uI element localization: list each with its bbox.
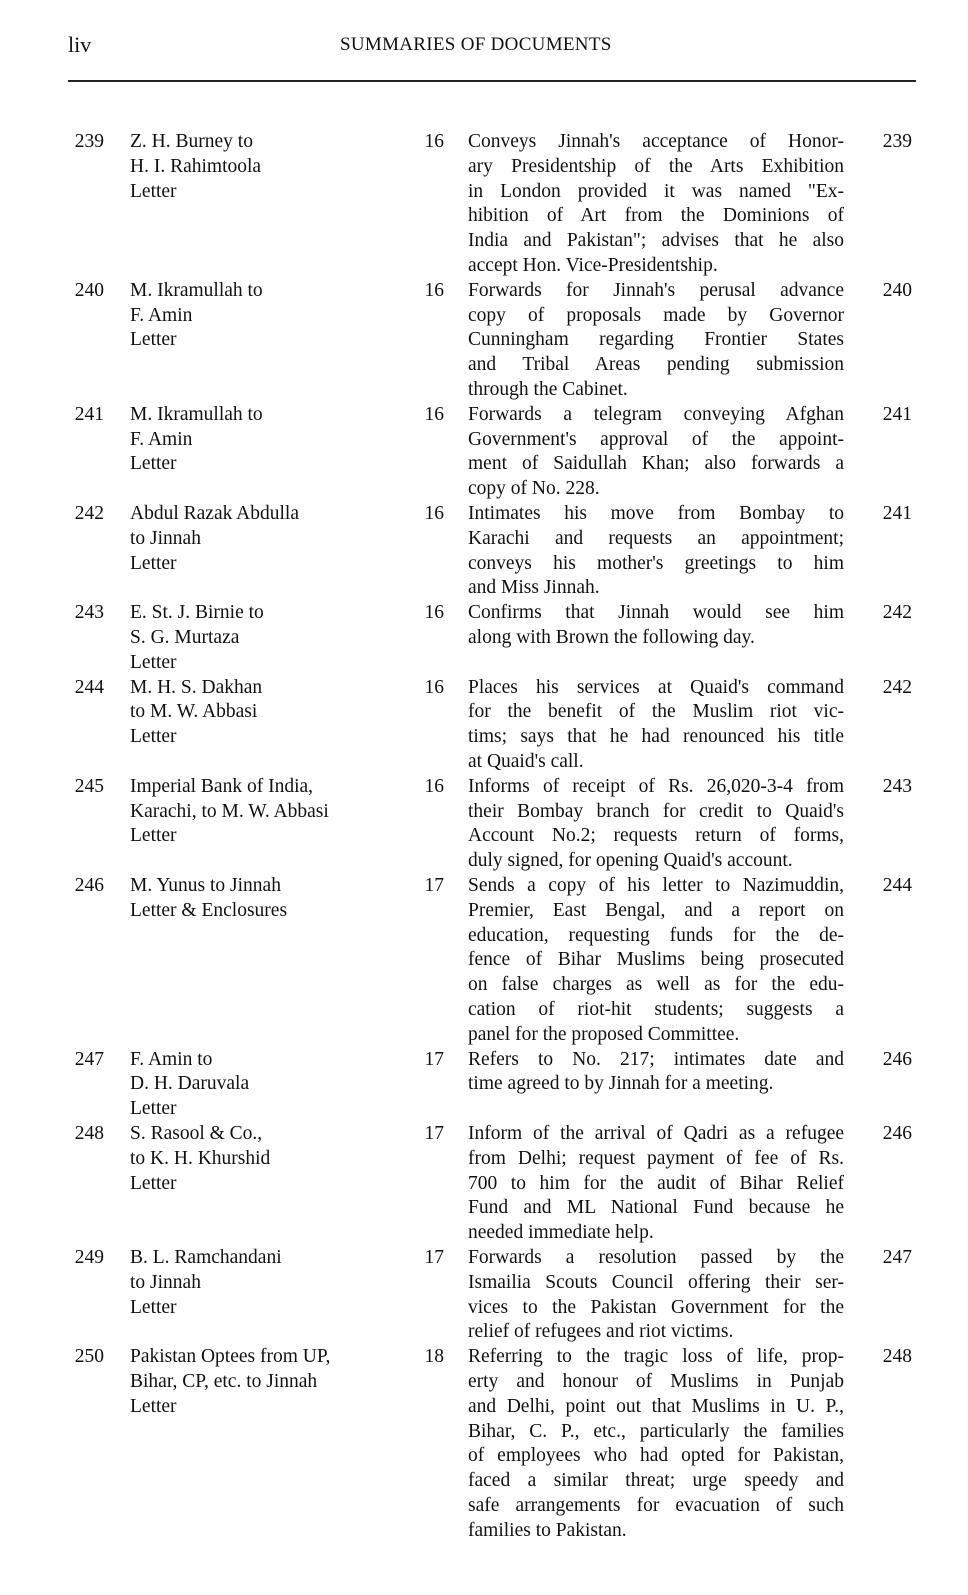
correspondent-line: Letter [130, 1098, 177, 1120]
summary-line: ary Presidentship of the Arts Exhibition [468, 155, 844, 177]
entry-summary [468, 502, 844, 601]
summary-line: Refers to No. 217; intimates date and [468, 1048, 844, 1070]
correspondent-line: Bihar, CP, etc. to Jinnah [130, 1370, 318, 1392]
document-entry [0, 1345, 968, 1543]
running-head-title: SUMMARIES OF DOCUMENTS [340, 34, 612, 55]
summary-line: time agreed to by Jinnah for a meeting. [468, 1073, 774, 1095]
summary-line: Inform of the arrival of Qadri as a refugee [468, 1122, 844, 1144]
summary-line: Referring to the tragic loss of life, prop- [468, 1346, 844, 1368]
document-entry [0, 601, 968, 675]
entry-summary [468, 874, 844, 1048]
document-entry [0, 1122, 968, 1246]
entry-page-reference: 246 [882, 1048, 912, 1070]
document-entry [0, 502, 968, 601]
summary-line: Government's approval of the appoint- [468, 428, 844, 450]
document-entry [0, 874, 968, 1048]
correspondent-line: Abdul Razak Abdulla [130, 502, 299, 524]
document-entry [0, 676, 968, 775]
summary-line: Confirms that Jinnah would see him [468, 602, 844, 624]
document-summary-list [0, 130, 968, 1544]
summary-line: duly signed, for opening Quaid's account. [468, 850, 793, 872]
entry-summary [468, 676, 844, 775]
document-entry [0, 279, 968, 403]
correspondent-line: F. Amin [130, 428, 193, 450]
correspondent-line: Z. H. Burney to [130, 131, 253, 152]
entry-number: 249 [74, 1246, 104, 1268]
entry-date: 16 [424, 502, 444, 524]
entry-page-reference: 241 [882, 502, 912, 524]
summary-line: and Miss Jinnah. [468, 577, 600, 599]
entry-summary [468, 130, 844, 279]
entry-correspondents [130, 502, 400, 576]
correspondent-line: M. H. S. Dakhan [130, 676, 263, 698]
entry-number: 250 [74, 1346, 104, 1368]
summary-line: education, requesting funds for the de- [468, 924, 844, 946]
summary-line: Informs of receipt of Rs. 26,020-3-4 from [468, 775, 844, 797]
correspondent-line: to Jinnah [130, 527, 201, 549]
entry-date: 17 [424, 1048, 444, 1070]
summary-line: conveys his mother's greetings to him [468, 552, 844, 574]
summary-line: panel for the proposed Committee. [468, 1023, 740, 1045]
entry-number: 244 [74, 676, 104, 698]
entry-correspondents [130, 775, 400, 849]
summary-line: copy of No. 228. [468, 478, 600, 500]
correspondent-line: Pakistan Optees from UP, [130, 1346, 331, 1368]
correspondent-line: Letter [130, 552, 177, 574]
entry-summary [468, 601, 844, 651]
correspondent-line: E. St. J. Birnie to [130, 602, 264, 624]
summary-line: Fund and ML National Fund because he [468, 1197, 844, 1219]
correspondent-line: to M. W. Abbasi [130, 701, 258, 723]
correspondent-line: M. Ikramullah to [130, 279, 263, 301]
header-rule [68, 80, 916, 82]
correspondent-line: Letter [130, 651, 177, 673]
entry-page-reference: 240 [882, 279, 912, 301]
entry-page-reference: 239 [882, 131, 912, 152]
entry-page-reference: 242 [882, 676, 912, 698]
correspondent-line: Letter [130, 453, 177, 475]
summary-line: fence of Bihar Muslims being prosecuted [468, 949, 844, 971]
summary-line: their Bombay branch for credit to Quaid's [468, 800, 844, 822]
summary-line: cation of riot-hit students; suggests a [468, 998, 844, 1020]
correspondent-line: Letter [130, 329, 177, 351]
entry-page-reference: 244 [882, 874, 912, 896]
entry-date: 16 [424, 403, 444, 425]
entry-number: 247 [74, 1048, 104, 1070]
correspondent-line: Imperial Bank of India, [130, 775, 314, 797]
entry-number: 242 [74, 502, 104, 524]
entry-correspondents [130, 130, 400, 204]
entry-date: 17 [424, 874, 444, 896]
summary-line: on false charges as well as for the edu- [468, 974, 844, 996]
entry-number: 245 [74, 775, 104, 797]
correspondent-line: S. G. Murtaza [130, 626, 240, 648]
summary-line: at Quaid's call. [468, 750, 584, 772]
summary-line: Conveys Jinnah's acceptance of Honor- [468, 131, 844, 152]
summary-line: relief of refugees and riot victims. [468, 1321, 734, 1343]
entry-correspondents [130, 676, 400, 750]
summary-line: Forwards for Jinnah's perusal advance [468, 279, 844, 301]
entry-number: 239 [74, 131, 104, 152]
entry-summary [468, 1048, 844, 1098]
entry-date: 16 [424, 279, 444, 301]
page-header [0, 0, 968, 90]
correspondent-line: D. H. Daruvala [130, 1073, 250, 1095]
summary-line: along with Brown the following day. [468, 626, 755, 648]
entry-page-reference: 241 [882, 403, 912, 425]
entry-date: 18 [424, 1346, 444, 1368]
document-entry [0, 130, 968, 279]
entry-date: 17 [424, 1246, 444, 1268]
correspondent-line: Letter [130, 726, 177, 748]
document-entry [0, 1246, 968, 1345]
document-entry [0, 403, 968, 502]
correspondent-line: H. I. Rahimtoola [130, 155, 262, 177]
summary-line: Ismailia Scouts Council offering their ser- [468, 1271, 844, 1293]
entry-correspondents [130, 279, 400, 353]
summary-line: families to Pakistan. [468, 1519, 627, 1541]
correspondent-line: Letter & Enclosures [130, 899, 288, 921]
summary-line: 700 to him for the audit of Bihar Relief [468, 1172, 844, 1194]
correspondent-line: Letter [130, 1395, 177, 1417]
summary-line: Karachi and requests an appointment; [468, 527, 844, 549]
entry-correspondents [130, 1122, 400, 1196]
entry-correspondents [130, 874, 400, 924]
correspondent-line: M. Yunus to Jinnah [130, 874, 281, 896]
summary-line: of employees who had opted for Pakistan, [468, 1445, 844, 1467]
entry-number: 246 [74, 874, 104, 896]
entry-number: 243 [74, 602, 104, 624]
summary-line: through the Cabinet. [468, 378, 628, 400]
summary-line: Forwards a resolution passed by the [468, 1246, 844, 1268]
correspondent-line: Letter [130, 1296, 177, 1318]
summary-line: tims; says that he had renounced his title [468, 726, 844, 748]
entry-number: 240 [74, 279, 104, 301]
entry-summary [468, 279, 844, 403]
summary-line: Sends a copy of his letter to Nazimuddin, [468, 874, 844, 896]
entry-date: 17 [424, 1122, 444, 1144]
summary-line: from Delhi; request payment of fee of Rs. [468, 1147, 844, 1169]
entry-date: 16 [424, 676, 444, 698]
entry-summary [468, 403, 844, 502]
entry-summary [468, 775, 844, 874]
entry-summary [468, 1122, 844, 1246]
summary-line: India and Pakistan"; advises that he also [468, 230, 844, 252]
entry-summary [468, 1246, 844, 1345]
summary-line: Bihar, C. P., etc., particularly the families [468, 1420, 844, 1442]
entry-page-reference: 248 [882, 1346, 912, 1368]
summary-line: safe arrangements for evacuation of such [468, 1494, 844, 1516]
summary-line: vices to the Pakistan Government for the [468, 1296, 844, 1318]
summary-line: Forwards a telegram conveying Afghan [468, 403, 844, 425]
correspondent-line: Karachi, to M. W. Abbasi [130, 800, 329, 822]
correspondent-line: F. Amin to [130, 1048, 213, 1070]
summary-line: and Delhi, point out that Muslims in U. P., [468, 1395, 844, 1417]
correspondent-line: S. Rasool & Co., [130, 1122, 263, 1144]
entry-page-reference: 242 [882, 602, 912, 624]
summary-line: Intimates his move from Bombay to [468, 502, 844, 524]
summary-line: Premier, East Bengal, and a report on [468, 899, 844, 921]
summary-line: hibition of Art from the Dominions of [468, 205, 844, 227]
correspondent-line: Letter [130, 825, 177, 847]
summary-line: Places his services at Quaid's command [468, 676, 844, 698]
summary-line: Cunningham regarding Frontier States [468, 329, 844, 351]
entry-number: 248 [74, 1122, 104, 1144]
correspondent-line: to Jinnah [130, 1271, 201, 1293]
correspondent-line: F. Amin [130, 304, 193, 326]
summary-line: erty and honour of Muslims in Punjab [468, 1370, 844, 1392]
document-entry [0, 775, 968, 874]
summary-line: and Tribal Areas pending submission [468, 354, 844, 376]
summary-line: accept Hon. Vice-Presidentship. [468, 254, 718, 276]
entry-page-reference: 243 [882, 775, 912, 797]
correspondent-line: to K. H. Khurshid [130, 1147, 271, 1169]
entry-date: 16 [424, 602, 444, 624]
summary-line: in London provided it was named "Ex- [468, 180, 844, 202]
entry-number: 241 [74, 403, 104, 425]
page-number: liv [68, 32, 92, 57]
correspondent-line: B. L. Ramchandani [130, 1246, 282, 1268]
entry-summary [468, 1345, 844, 1543]
correspondent-line: Letter [130, 1172, 177, 1194]
summary-line: copy of proposals made by Governor [468, 304, 844, 326]
correspondent-line: Letter [130, 180, 177, 202]
entry-date: 16 [424, 775, 444, 797]
summary-line: Account No.2; requests return of forms, [468, 825, 844, 847]
entry-page-reference: 246 [882, 1122, 912, 1144]
entry-correspondents [130, 1048, 400, 1122]
correspondent-line: M. Ikramullah to [130, 403, 263, 425]
entry-correspondents [130, 1246, 400, 1320]
summary-line: ment of Saidullah Khan; also forwards a [468, 453, 844, 475]
entry-page-reference: 247 [882, 1246, 912, 1268]
document-entry [0, 1048, 968, 1122]
summary-line: for the benefit of the Muslim riot vic- [468, 701, 844, 723]
summary-line: needed immediate help. [468, 1222, 654, 1244]
entry-correspondents [130, 601, 400, 675]
entry-correspondents [130, 1345, 400, 1419]
entry-correspondents [130, 403, 400, 477]
entry-date: 16 [424, 131, 444, 152]
summary-line: faced a similar threat; urge speedy and [468, 1470, 844, 1492]
